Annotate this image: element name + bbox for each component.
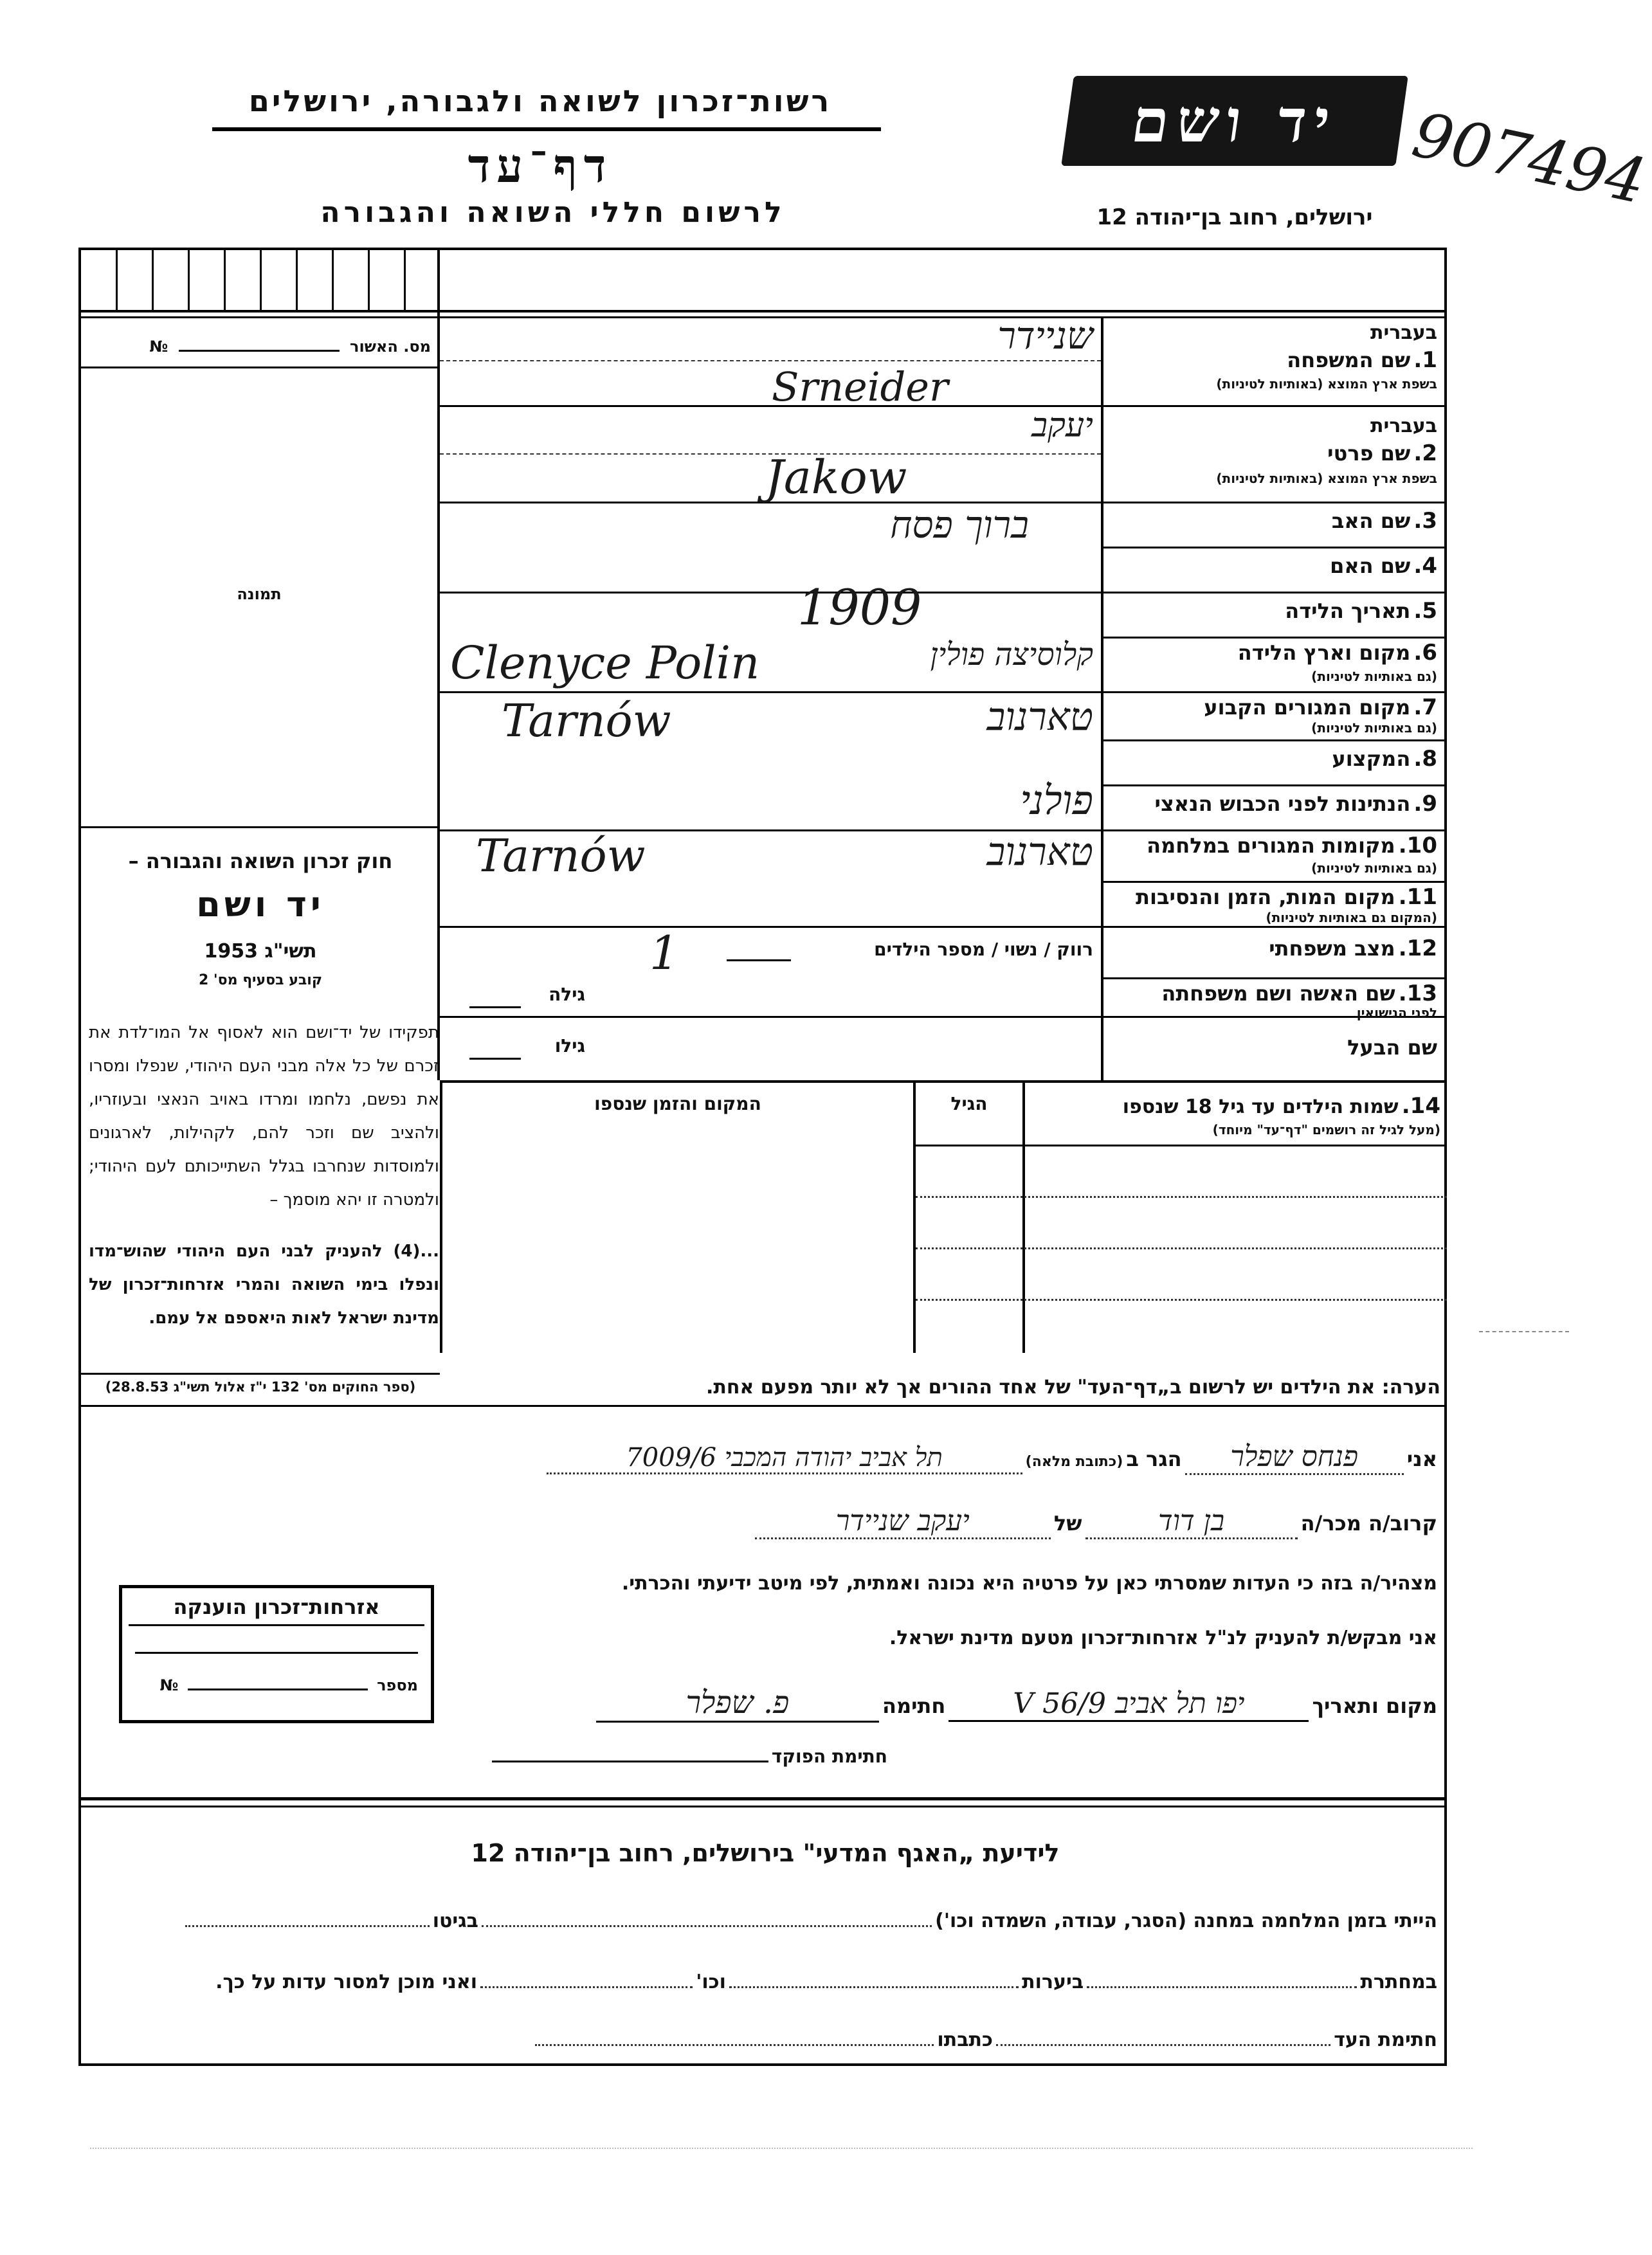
signature-value: פ. שפלר <box>596 1685 879 1723</box>
field-6-sub: (גם באותיות לטיניות) <box>1311 669 1437 684</box>
declaration-line-sign <box>450 1685 1437 1723</box>
declarant-name-value: פנחס שפלר <box>1185 1440 1404 1475</box>
field-10-sub: (גם באותיות לטיניות) <box>1311 860 1437 876</box>
field-1-hebrew-tag: בעברית <box>1370 321 1437 344</box>
citizenship-title: אזרחות־זכרון הוענקה <box>129 1588 424 1626</box>
wartime-residence-hebrew-value: טארנוב <box>986 829 1093 874</box>
field-2-label <box>1112 440 1437 466</box>
col-place-header: המקום והזמן שנספו <box>594 1093 761 1114</box>
approval-number-label <box>90 338 431 356</box>
field-12-number: 12. <box>1398 936 1437 961</box>
ani-label: אני <box>1406 1447 1437 1471</box>
camp-label: הייתי בזמן המלחמה במחנה (הסגר, עבודה, השמדה וכו') <box>935 1910 1437 1932</box>
field-10-number: 10. <box>1398 833 1437 858</box>
handwritten-file-id: 907494 <box>1406 98 1652 218</box>
field-14-note: (מעל לגיל זה רושמים "דף־עד" מיוחד) <box>1212 1122 1440 1137</box>
field-11-name: מקום המות, הזמן והנסיבות <box>1136 885 1395 909</box>
witness-address-label: כתבתו <box>937 2029 993 2051</box>
field-14-number: 14. <box>1401 1093 1440 1119</box>
victim-name-value: יעקב שניידר <box>755 1505 1051 1539</box>
photo-label: תמונה <box>237 585 282 603</box>
field-1-label <box>1112 347 1437 373</box>
forests-label: ביערות <box>1022 1971 1084 1993</box>
field-10-name: מקומות המגורים במלחמה <box>1147 833 1395 858</box>
field-1-name: שם המשפחה <box>1287 348 1411 372</box>
field-11-number: 11. <box>1398 884 1437 910</box>
field-9-name: הנתינות לפני הכבוש הנאצי <box>1154 792 1411 816</box>
relationship-value: בן דוד <box>1085 1505 1298 1539</box>
law-text-1: תפקידו של יד־ושם הוא לאסוף אל המו־לדת את זכרם של כל אלה מבני העם היהודי, שנפלו ומסרו את נפשם, נלחמו ומרדו באויב הנאצי ובעוזריו, ולהציב שם וזכר להם, לקהילות, לארגונים ולמוסדות שנחרבו בגלל השתייכותם לעם היהודי; ולמטרה זו יהא מוסמך – <box>89 1023 439 1209</box>
footer-title: לידיעת „האגף המדעי" בירושלים, רחוב בן־יהודה 12 <box>471 1839 1060 1867</box>
field-2-hebrew-tag: בעברית <box>1370 415 1437 437</box>
wartime-residence-value: Tarnów <box>476 829 646 882</box>
underground-label: במחתרת <box>1360 1971 1437 1993</box>
birth-place-hebrew-value: קלוסיצה פולין <box>930 637 1093 673</box>
law-name: יד ושם <box>196 884 325 925</box>
approval-label: מס. האשור <box>350 338 431 356</box>
citizenship-number <box>135 1676 418 1694</box>
field-13-number: 13. <box>1398 981 1437 1006</box>
field-6-name: מקום וארץ הלידה <box>1237 640 1411 665</box>
field-4-name: שם האם <box>1330 554 1411 578</box>
field-1-sub: בשפת ארץ המוצא (באותיות לטיניות) <box>1216 376 1437 392</box>
law-year: תשי"ג 1953 <box>204 940 317 963</box>
field-11-sub: (המקום גם באותיות לטיניות) <box>1266 910 1437 925</box>
field-13-label <box>1112 981 1437 1006</box>
wife-age-label: גילה <box>549 984 585 1005</box>
law-title: חוק זכרון השואה והגבורה – <box>128 849 393 873</box>
nationality-value: פולני <box>1020 777 1093 824</box>
place-date-value: יפו תל אביב 9/V 56 <box>949 1687 1309 1722</box>
field-7-name: מקום המגורים הקבוע <box>1204 695 1411 720</box>
field-6-number: 6. <box>1413 640 1437 666</box>
yad-vashem-logo <box>1061 76 1408 166</box>
husband-name: שם הבעל <box>1347 1035 1437 1060</box>
remark-text: הערה: את הילדים יש לרשום ב„דף־העד" של אחד ההורים אך לא יותר מפעם אחת. <box>705 1376 1440 1399</box>
etc-label: וכו' <box>696 1971 726 1993</box>
first-name-hebrew-value: יעקב <box>1031 406 1093 445</box>
scan-mark-right <box>1479 1331 1569 1332</box>
residence-hebrew-value: טארנוב <box>986 694 1093 739</box>
declarant-address-value: תל אביב יהודה המכבי 7009/6 <box>547 1442 1022 1474</box>
field-12-label <box>1112 936 1437 961</box>
of-label: של <box>1053 1511 1082 1535</box>
ghetto-label: בגיטו <box>432 1910 478 1932</box>
declaration-line-2 <box>90 1505 1437 1539</box>
ready-label: ואני מוכן למסור עדות על כך. <box>215 1971 478 1993</box>
scan-mark-bottom <box>90 2148 1473 2149</box>
full-address-label: (כתובת מלאה) <box>1025 1454 1123 1470</box>
number-mark: № <box>149 338 168 356</box>
field-8-label <box>1112 746 1437 772</box>
field-2-name: שם פרטי <box>1327 441 1411 466</box>
field-7-number: 7. <box>1413 694 1437 720</box>
field-5-name: תאריך הלידה <box>1285 599 1411 623</box>
law-reference: (ספר החוקים מס' 132 י"ז אלול תשי"ג 28.8.53) <box>105 1379 416 1395</box>
field-4-number: 4. <box>1413 553 1437 579</box>
logo-text: יד ושם <box>1127 86 1342 156</box>
signature-label: חתימה <box>882 1694 946 1718</box>
resident-label: הגר ב <box>1126 1447 1182 1471</box>
authority-title: רשות־זכרון לשואה ולגבורה, ירושלים <box>248 84 832 118</box>
husband-label <box>1112 1035 1437 1060</box>
residence-value: Tarnów <box>502 694 671 747</box>
birth-place-value: Clenyce Polin <box>450 637 760 689</box>
family-name-hebrew-value: שניידר <box>997 314 1093 358</box>
header-address: ירושלים, רחוב בן־יהודה 12 <box>1096 204 1373 230</box>
field-13-name: שם האשה ושם משפחתה <box>1161 981 1395 1006</box>
form-subtitle: לרשום חללי השואה והגבורה <box>320 196 786 229</box>
footer-line-1 <box>90 1910 1437 1932</box>
field-5-number: 5. <box>1413 598 1437 624</box>
field-5-label <box>1112 598 1437 624</box>
form-title: דף־עד <box>467 138 613 193</box>
relative-label: קרוב/ה מכר/ה <box>1300 1511 1437 1535</box>
father-name-value: ברוך פסח <box>890 503 1029 547</box>
witness-signature-label: חתימת העד <box>1334 2029 1437 2051</box>
citizenship-box <box>119 1585 434 1723</box>
field-7-sub: (גם באותיות לטיניות) <box>1311 720 1437 736</box>
field-3-label <box>1112 508 1437 534</box>
clerk-signature-line <box>450 1746 887 1767</box>
field-9-number: 9. <box>1413 791 1437 817</box>
field-7-label <box>1112 694 1437 720</box>
number-label: מספר <box>377 1676 418 1694</box>
field-2-sub: בשפת ארץ המוצא (באותיות לטיניות) <box>1216 471 1437 486</box>
first-name-latin-value: Jakow <box>765 450 907 504</box>
field-6-label <box>1112 640 1437 666</box>
law-text-2: ...(4) להעניק לבני העם היהודי שהוש־מדו ונפלו בימי השואה והמרי אזרחות־זכרון של מדינת ישראל לאות היאספם אל עמם. <box>89 1242 439 1328</box>
family-name-latin-value: Srneider <box>772 363 949 410</box>
clerk-signature-label: חתימת הפוקד <box>771 1746 887 1767</box>
declaration-statement: מצהיר/ה בזה כי העדות שמסרתי כאן על פרטיה היא נכונה ואמתית, לפי מיטב ידיעתי והכרתי. <box>621 1572 1437 1595</box>
number-mark: № <box>159 1676 179 1694</box>
field-14-label <box>1029 1093 1440 1119</box>
field-1-number: 1. <box>1413 347 1437 373</box>
law-section: קובע בסעיף מס' 2 <box>198 972 323 988</box>
field-12-name: מצב משפחתי <box>1269 936 1395 961</box>
field-14-title: שמות הילדים עד גיל 18 שנספו <box>1122 1096 1399 1118</box>
birth-date-value: 1909 <box>797 579 922 636</box>
field-3-name: שם האב <box>1331 509 1411 533</box>
col-age-header: הגיל <box>950 1093 988 1114</box>
field-13-sub: לפני הנישואין <box>1356 1005 1437 1020</box>
field-10-label <box>1112 833 1437 858</box>
place-date-label: מקום ותאריך <box>1312 1694 1437 1718</box>
husband-age-label: גילו <box>554 1035 585 1056</box>
field-4-label <box>1112 553 1437 579</box>
field-8-name: המקצוע <box>1332 747 1411 771</box>
field-3-number: 3. <box>1413 508 1437 534</box>
field-8-number: 8. <box>1413 746 1437 772</box>
footer-line-2 <box>90 1971 1437 1993</box>
footer-line-3 <box>90 2029 1437 2051</box>
field-2-number: 2. <box>1413 440 1437 466</box>
declaration-line-1 <box>90 1440 1437 1475</box>
field-9-label <box>1112 791 1437 817</box>
field-11-label <box>1112 884 1437 910</box>
children-count-value: 1 <box>649 926 679 980</box>
declaration-request: אני מבקש/ת להעניק לנ"ל אזרחות־זכרון מטעם מדינת ישראל. <box>889 1627 1437 1649</box>
marital-status-options: רווק / נשוי / מספר הילדים <box>874 939 1093 960</box>
